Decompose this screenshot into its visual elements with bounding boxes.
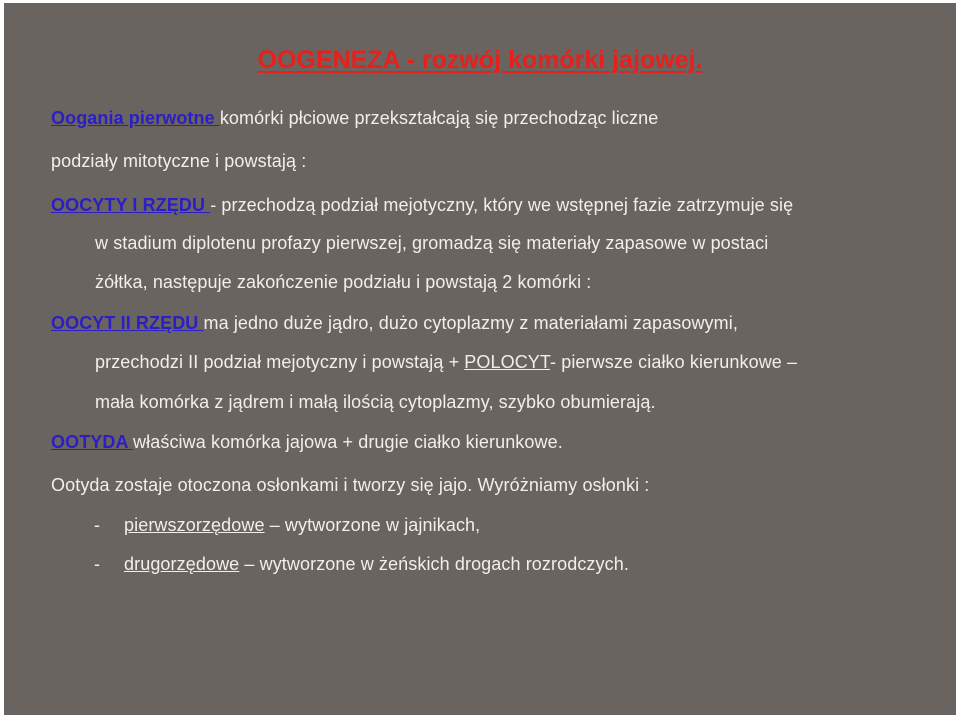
list-dash: - xyxy=(94,554,101,574)
oogonia-text: komórki płciowe przekształcają się przechodząc liczne xyxy=(219,108,659,128)
oocyte2-line2-a: przechodzi II podział mejotyczny i powstają + xyxy=(95,352,465,372)
list-dash: - xyxy=(94,515,101,535)
ootid-text: właściwa komórka jajowa + drugie ciałko kierunkowe. xyxy=(133,432,563,452)
egg-line: Ootyda zostaje otoczona osłonkami i tworzy się jajo. Wyróżniamy osłonki : xyxy=(51,475,650,495)
list-text: – wytworzone w jajnikach, xyxy=(264,515,481,535)
term-primary: pierwszorzędowe xyxy=(124,515,265,535)
oogonia-line-2: podziały mitotyczne i powstają : xyxy=(51,151,307,171)
oocyte1-text: - przechodzą podział mejotyczny, który we wstępnej fazie zatrzymuje się xyxy=(210,195,794,215)
oocyte1-line-2: w stadium diplotenu profazy pierwszej, gromadzą się materiały zapasowe w postaci xyxy=(95,233,769,253)
oocyte2-text: ma jedno duże jądro, dużo cytoplazmy z materiałami zapasowymi, xyxy=(203,313,738,333)
slide-title: OOGENEZA - rozwój komórki jajowej. xyxy=(257,46,703,74)
slide xyxy=(4,3,956,715)
list-item xyxy=(94,554,100,575)
oocyte2-line2-c: - pierwsze ciałko kierunkowe – xyxy=(550,352,798,372)
term-ootid: OOTYDA xyxy=(51,432,134,452)
ootid-line xyxy=(51,432,563,453)
oocyte2-line-2 xyxy=(95,352,797,373)
term-oocyte-2: OOCYT II RZĘDU xyxy=(51,313,204,333)
list-item-primary xyxy=(124,515,480,536)
oogonia-line-1 xyxy=(51,108,658,129)
oocyte1-line-1 xyxy=(51,195,793,216)
oocyte1-line-3: żółtka, następuje zakończenie podziału i powstają 2 komórki : xyxy=(95,272,592,292)
term-oogonia: Oogania pierwotne xyxy=(51,108,220,128)
oocyte2-line-1 xyxy=(51,313,738,334)
list-item-secondary xyxy=(124,554,629,575)
list-item xyxy=(94,515,100,536)
list-text: – wytworzone w żeńskich drogach rozrodczych. xyxy=(239,554,629,574)
term-oocyte-1: OOCYTY I RZĘDU xyxy=(51,195,211,215)
term-secondary: drugorzędowe xyxy=(124,554,240,574)
oocyte2-line-3: mała komórka z jądrem i małą ilością cytoplazmy, szybko obumierają. xyxy=(95,392,656,412)
term-polocyte: POLOCYT xyxy=(464,352,551,372)
